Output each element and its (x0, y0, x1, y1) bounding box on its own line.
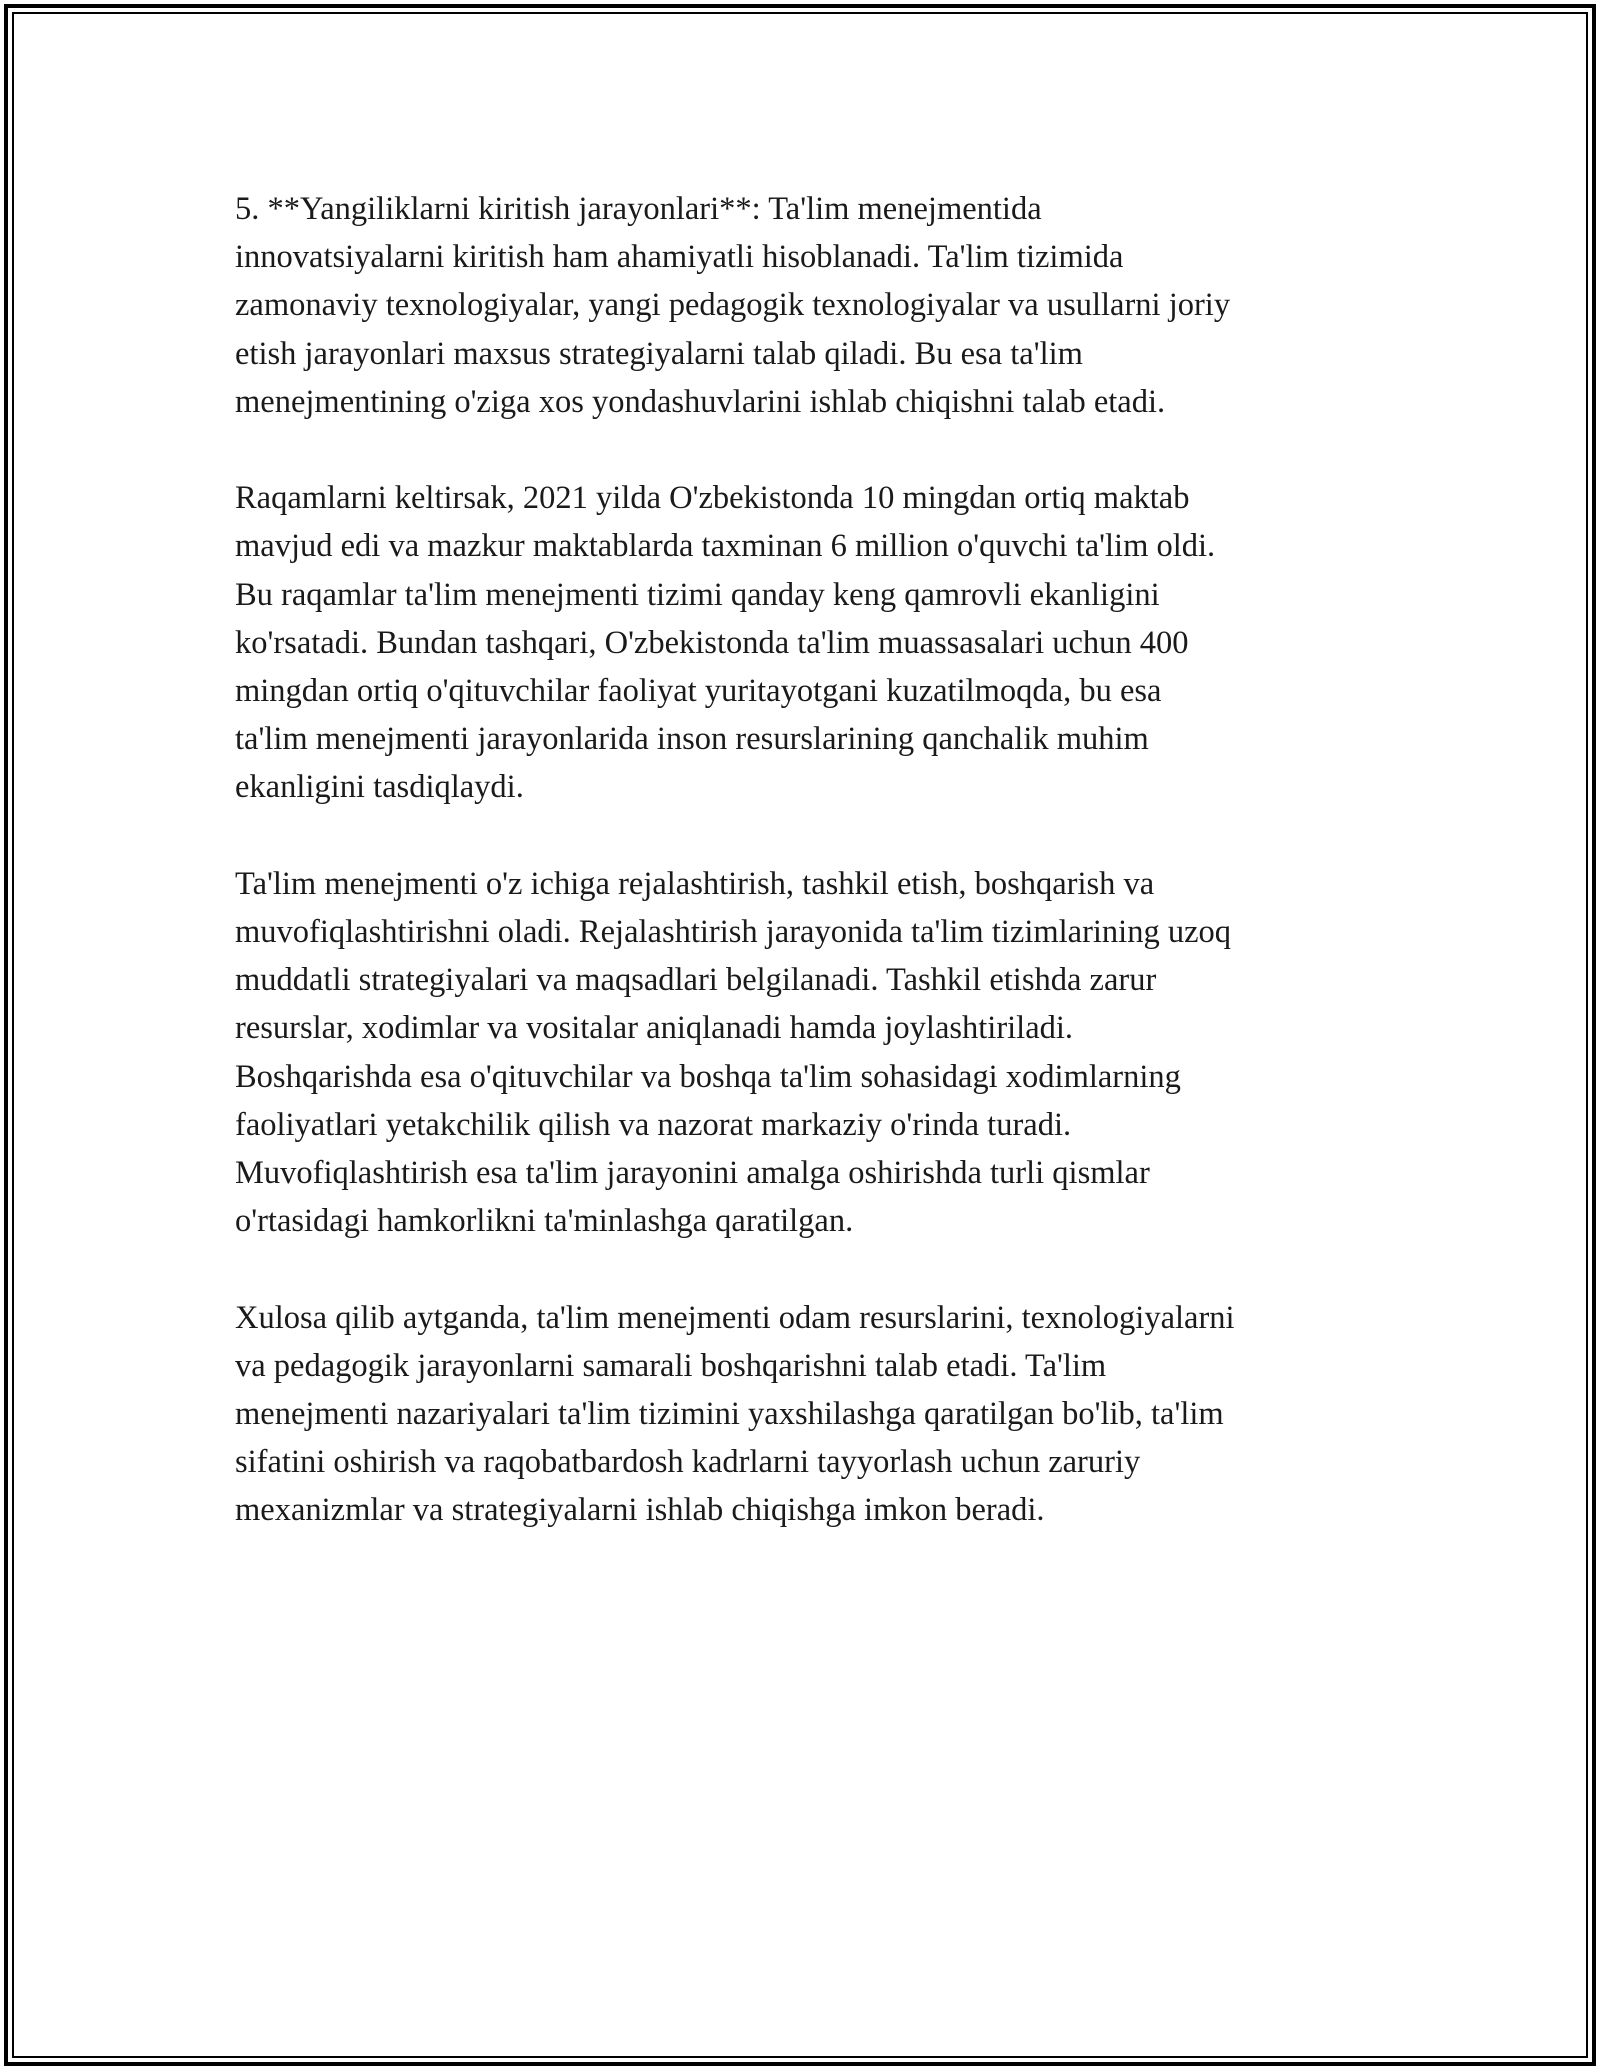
text-line: zamonaviy texnologiyalar, yangi pedagogik texnologiyalar va usullarni joriy (235, 287, 1231, 324)
text-line: ekanligini tasdiqlaydi. (235, 769, 524, 806)
paragraph-management-functions (235, 860, 1395, 1246)
text-line: faoliyatlari yetakchilik qilish va nazorat markaziy o'rinda turadi. (235, 1106, 1072, 1143)
paragraph-innovations (235, 185, 1395, 426)
text-line: ta'lim menejmenti jarayonlarida inson resurslarining qanchalik muhim (235, 721, 1149, 758)
text-line: o'rtasidagi hamkorlikni ta'minlashga qaratilgan. (235, 1203, 854, 1240)
text-line: Ta'lim menejmenti o'z ichiga rejalashtirish, tashkil etish, boshqarish va (235, 865, 1155, 902)
text-line: muddatli strategiyalari va maqsadlari belgilanadi. Tashkil etishda zarur (235, 962, 1157, 999)
text-line: Raqamlarni keltirsak, 2021 yilda O'zbekistonda 10 mingdan ortiq maktab (235, 480, 1190, 517)
text-line: mingdan ortiq o'qituvchilar faoliyat yuritayotgani kuzatilmoqda, bu esa (235, 673, 1162, 710)
text-line: Xulosa qilib aytganda, ta'lim menejmenti odam resurslarini, texnologiyalarni (235, 1299, 1235, 1336)
text-line: Muvofiqlashtirish esa ta'lim jarayonini amalga oshirishda turli qismlar (235, 1155, 1150, 1192)
document-body (235, 185, 1395, 1583)
text-line: Bu raqamlar ta'lim menejmenti tizimi qanday keng qamrovli ekanligini (235, 576, 1160, 613)
text-line: menejmentining o'ziga xos yondashuvlarini ishlab chiqishni talab etadi. (235, 383, 1166, 420)
text-line: mexanizmlar va strategiyalarni ishlab chiqishga imkon beradi. (235, 1492, 1045, 1529)
text-line: 5. **Yangiliklarni kiritish jarayonlari**: Ta'lim menejmentida (235, 191, 1042, 227)
text-line: etish jarayonlari maxsus strategiyalarni talab qiladi. Bu esa ta'lim (235, 335, 1083, 372)
text-line: Boshqarishda esa o'qituvchilar va boshqa ta'lim sohasidagi xodimlarning (235, 1058, 1181, 1095)
paragraph-conclusion (235, 1294, 1395, 1535)
text-line: va pedagogik jarayonlarni samarali boshqarishni talab etadi. Ta'lim (235, 1347, 1107, 1384)
text-line: sifatini oshirish va raqobatbardosh kadrlarni tayyorlash uchun zaruriy (235, 1444, 1141, 1481)
text-line: mavjud edi va mazkur maktablarda taxminan 6 million o'quvchi ta'lim oldi. (235, 528, 1216, 565)
text-line: menejmenti nazariyalari ta'lim tizimini yaxshilashga qaratilgan bo'lib, ta'lim (235, 1396, 1224, 1433)
text-line: ko'rsatadi. Bundan tashqari, O'zbekistonda ta'lim muassasalari uchun 400 (235, 624, 1189, 661)
text-line: muvofiqlashtirishni oladi. Rejalashtirish jarayonida ta'lim tizimlarining uzoq (235, 914, 1232, 951)
paragraph-statistics (235, 474, 1395, 811)
text-line: resurslar, xodimlar va vositalar aniqlanadi hamda joylashtiriladi. (235, 1010, 1074, 1047)
text-line: innovatsiyalarni kiritish ham ahamiyatli hisoblanadi. Ta'lim tizimida (235, 239, 1124, 276)
